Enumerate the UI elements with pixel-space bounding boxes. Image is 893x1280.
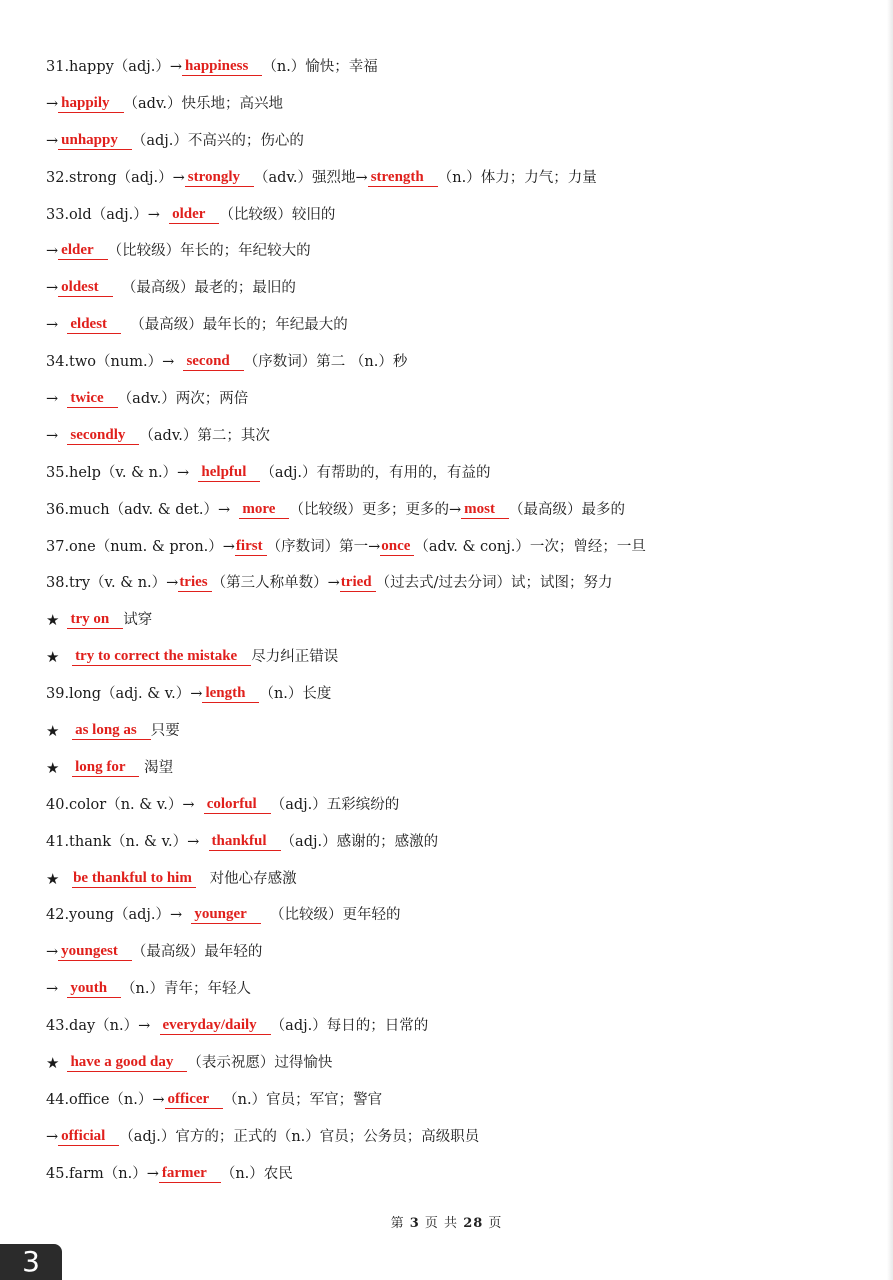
vocab-line [46,203,876,240]
page-edge-shadow [887,0,893,1280]
line-text: （adj.）每日的；日常的 [270,1018,429,1035]
answer-blank: first [235,537,267,556]
line-text: （比较级）更多；更多的→ [289,501,462,518]
line-text: （序数词）第二 （n.）秒 [243,354,408,371]
answer-blank: youngest [58,942,132,961]
vocab-line [46,940,876,977]
line-text: 渴望 [139,759,174,776]
line-text: → [46,243,59,260]
line-text: （最高级）最多的 [508,501,625,518]
vocab-line [46,535,876,572]
line-text: 42.young（adj.）→ [46,907,192,924]
answer-blank: try on [67,610,123,629]
line-text: 试穿 [123,612,153,629]
vocab-line [46,903,876,940]
answer-blank: second [183,352,243,371]
line-text: （比较级）年长的；年纪较大的 [107,243,311,260]
vocab-line [46,645,876,682]
answer-blank: farmer [159,1164,221,1183]
vocab-line [46,129,876,166]
line-text: 44.office（n.）→ [46,1091,165,1108]
vocab-line [46,1014,876,1051]
answer-blank: once [380,537,414,556]
line-text: （adv.）两次；两倍 [117,391,249,408]
line-text: （比较级）更年轻的 [260,907,401,924]
answer-blank: eldest [67,315,121,334]
vocab-line [46,830,876,867]
line-text: 32.strong（adj.）→ [46,169,185,186]
answer-blank: most [461,500,509,519]
line-text: → [46,981,68,998]
answer-blank: elder [58,241,107,260]
line-text: （n.）愉快；幸福 [262,59,378,75]
answer-blank: try to correct the mistake [72,647,251,666]
line-text: 43.day（n.）→ [46,1018,160,1035]
line-text: （比较级）较旧的 [219,206,336,223]
line-text: → [46,391,68,408]
line-text: 41.thank（n. & v.）→ [46,833,209,850]
answer-blank: official [58,1127,119,1146]
line-text: （n.）长度 [259,686,332,703]
vocab-line [46,977,876,1014]
line-text: （n.）青年；年轻人 [121,981,252,998]
answer-blank: be thankful to him [72,869,196,888]
line-text: （adj.）五彩缤纷的 [270,796,400,813]
answer-blank: thankful [209,832,281,851]
star-icon: ★ [46,648,60,667]
line-text: 尽力纠正错误 [251,649,339,666]
page-footer [0,1212,893,1231]
line-text: 34.two（num.）→ [46,354,184,371]
vocab-line [46,166,876,203]
answer-blank: older [169,205,219,224]
line-text: （最高级）最老的；最旧的 [112,280,296,297]
footer-suffix: 页 [488,1216,503,1231]
line-text: 只要 [150,723,180,740]
answer-blank: officer [165,1090,224,1109]
line-text: （n.）农民 [220,1165,293,1182]
answer-blank: happiness [182,57,262,76]
line-text: （最高级）最年长的；年纪最大的 [121,317,348,334]
answer-blank: youth [67,979,121,998]
line-text: → [46,132,59,149]
line-text: 38.try（v. & n.）→ [46,575,179,592]
answer-blank: oldest [58,278,113,297]
answer-blank: secondly [67,426,139,445]
answer-blank: younger [191,905,261,924]
vocab-line [46,1088,876,1125]
line-text: 39.long（adj. & v.）→ [46,686,203,703]
vocab-line [46,1051,876,1088]
line-text: （表示祝愿）过得愉快 [187,1055,333,1072]
line-text: 35.help（v. & n.）→ [46,464,199,481]
vocab-line [46,608,876,645]
answer-blank: tried [340,573,376,592]
vocab-line [46,719,876,756]
line-text: （n.）官员；军官；警官 [223,1091,383,1108]
vocab-line [46,571,876,608]
vocab-line [46,682,876,719]
line-text: → [46,1128,59,1145]
answer-blank: long for [72,758,139,777]
line-text: （adv.）快乐地；高兴地 [123,95,284,112]
answer-blank: more [239,500,289,519]
vocab-line [46,239,876,276]
vocab-line [46,350,876,387]
line-text: （过去式/过去分词）试；试图；努力 [375,575,613,592]
vocab-line [46,461,876,498]
line-text: （第三人称单数）→ [211,575,340,592]
star-icon: ★ [46,1054,60,1073]
line-text: （adv.）强烈地→ [254,169,368,186]
vocab-line [46,867,876,904]
answer-blank: have a good day [67,1053,187,1072]
vocab-line [46,387,876,424]
vocab-line [46,55,876,92]
line-text: 36.much（adv. & det.）→ [46,501,240,518]
footer-page-number: 3 [409,1216,420,1231]
star-icon: ★ [46,758,60,777]
answer-blank: tries [178,573,211,592]
vocab-line [46,1125,876,1162]
line-text: （adj.）感谢的；感激的 [280,833,439,850]
vocab-line [46,424,876,461]
answer-blank: twice [67,389,117,408]
page-number-badge: 3 [0,1244,62,1280]
vocab-line [46,498,876,535]
line-text: 33.old（adj.）→ [46,206,170,223]
star-icon: ★ [46,722,60,741]
line-text: 40.color（n. & v.）→ [46,796,204,813]
answer-blank: colorful [204,795,271,814]
footer-total-pages: 28 [463,1216,484,1231]
answer-blank: as long as [72,721,151,740]
line-text: 31.happy（adj.）→ [46,59,182,75]
line-text: → [46,95,59,112]
line-text: （adj.）官方的；正式的（n.）官员；公务员；高级职员 [119,1128,480,1145]
line-text: （adv.）第二；其次 [139,427,270,444]
vocab-line [46,276,876,313]
answer-blank: strength [368,168,438,187]
answer-blank: unhappy [58,131,132,150]
line-text: （n.）体力；力气；力量 [437,169,597,186]
vocab-line [46,793,876,830]
footer-middle: 页 共 [424,1216,459,1231]
vocab-line [46,313,876,350]
line-text: （序数词）第一→ [266,538,381,555]
line-text: （最高级）最年轻的 [131,944,263,961]
vocab-line [46,92,876,129]
line-text: （adv. & conj.）一次；曾经；一旦 [414,538,646,555]
answer-blank: happily [58,94,123,113]
line-text: （adj.）不高兴的；伤心的 [131,132,304,149]
line-text: → [46,317,68,334]
footer-prefix: 第 [390,1216,405,1231]
line-text: 37.one（num. & pron.）→ [46,538,235,555]
vocabulary-list [46,55,876,1199]
line-text: → [46,427,68,444]
answer-blank: helpful [198,463,260,482]
line-text: （adj.）有帮助的，有用的，有益的 [260,464,491,481]
answer-blank: everyday/daily [160,1016,271,1035]
vocab-line [46,756,876,793]
line-text: → [46,944,59,961]
line-text: → [46,280,59,297]
answer-blank: length [202,684,259,703]
star-icon: ★ [46,611,60,630]
answer-blank: strongly [185,168,254,187]
vocab-line [46,1162,876,1199]
star-icon: ★ [46,869,60,888]
line-text: 对他心存感激 [195,870,297,887]
line-text: 45.farm（n.）→ [46,1165,159,1182]
